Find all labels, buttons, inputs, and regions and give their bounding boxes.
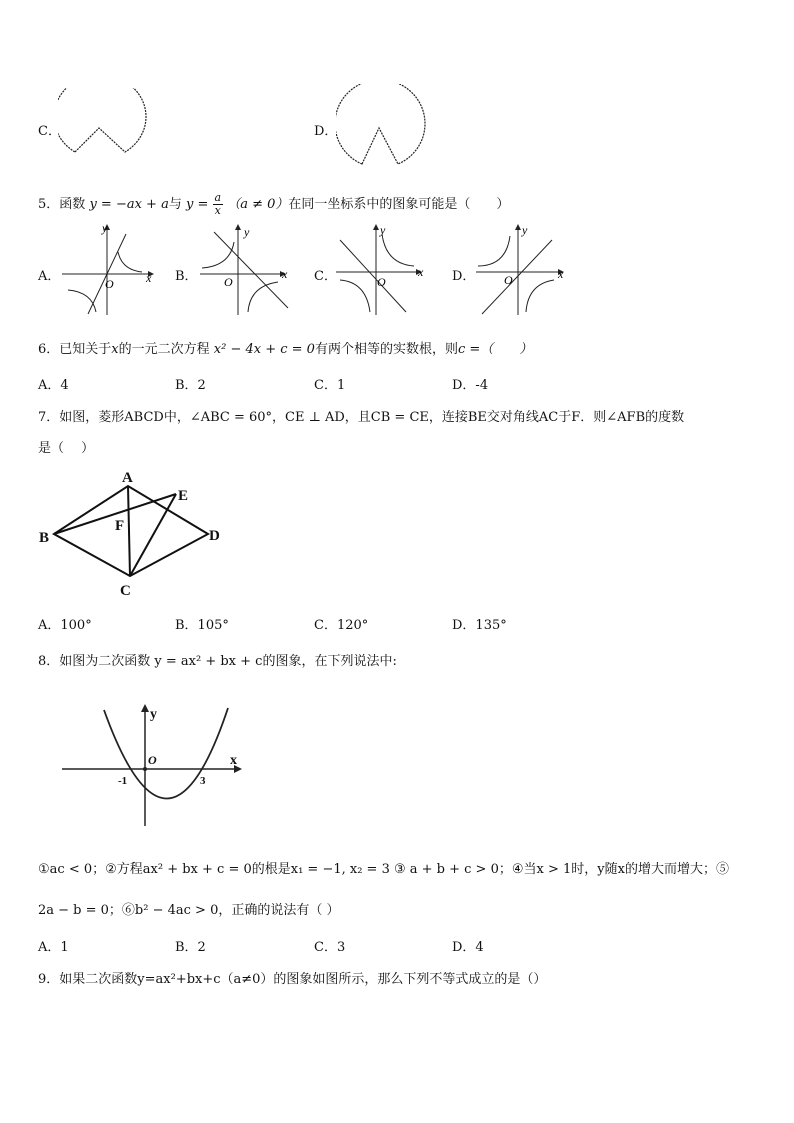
q8-option-a: A．1 [38, 940, 69, 955]
label-c: C [120, 583, 131, 599]
svg-text:O: O [504, 273, 513, 287]
q8-option-b: B．2 [175, 940, 206, 955]
q6-option-c: C．1 [314, 378, 346, 393]
svg-text:y: y [380, 223, 386, 237]
q7-option-d: D．135° [452, 618, 507, 633]
q7-option-b: B．105° [175, 618, 229, 633]
q5-option-d-label: D． [452, 269, 476, 284]
q8-option-c: C．3 [314, 940, 346, 955]
label-a: A [122, 470, 133, 486]
svg-text:y: y [522, 223, 528, 237]
q7-rhombus-figure [30, 466, 230, 600]
label-d: D [209, 528, 220, 544]
q7-stem-line2: 是（ ） [38, 441, 95, 456]
svg-text:x: x [230, 753, 237, 768]
q5-graph-d [474, 222, 574, 317]
svg-text:3: 3 [200, 775, 206, 787]
svg-text:y: y [244, 225, 250, 239]
q8-statements-line2: 2a − b = 0；⑥b² − 4ac > 0，正确的说法有（ ） [38, 903, 340, 918]
svg-text:x: x [146, 271, 152, 285]
q4-figure-d [336, 84, 436, 174]
q5-option-a-label: A． [38, 269, 61, 284]
svg-text:x: x [558, 267, 564, 281]
q6-stem: 6．已知关于x的一元二次方程 x² − 4x + c = 0有两个相等的实数根，则c =（ ） [38, 342, 533, 357]
q7-option-c: C．120° [314, 618, 369, 633]
q6-option-a: A．4 [38, 378, 69, 393]
q8-option-d: D．4 [452, 940, 484, 955]
svg-text:O: O [224, 275, 233, 289]
label-b: B [39, 530, 50, 546]
svg-text:y: y [102, 222, 108, 235]
q4-figure-c [58, 88, 158, 168]
svg-text:O: O [148, 753, 157, 767]
svg-text:-1: -1 [118, 775, 128, 787]
q5-graph-a [60, 222, 160, 317]
label-f: F [115, 518, 125, 534]
q5-stem: 5．函数 y = −ax + a与 y = $\frac{a}{x}$ （a ≠ 0）在同一坐标系中的图象可能是（ ） [38, 191, 510, 217]
q4-option-c-label: C． [38, 124, 61, 139]
svg-text:x: x [418, 265, 424, 279]
q9-stem: 9．如果二次函数y=ax²+bx+c（a≠0）的图象如图所示，那么下列不等式成立的是（） [38, 972, 547, 987]
q5-graph-b [198, 222, 298, 317]
q4-option-d-label: D． [314, 124, 338, 139]
svg-text:O: O [105, 277, 114, 291]
label-e: E [178, 488, 189, 504]
q6-option-b: B．2 [175, 378, 206, 393]
svg-text:x: x [282, 267, 288, 281]
q5-option-b-label: B． [175, 269, 198, 284]
q8-statements-line1: ①ac < 0；②方程ax² + bx + c = 0的根是x₁ = −1, x₂ = 3 ③ a + b + c > 0；④当x > 1时，y随x的增大而增大；⑤ [38, 862, 729, 877]
q6-option-d: D．-4 [452, 378, 489, 393]
q7-option-a: A．100° [38, 618, 92, 633]
q8-parabola-graph [58, 698, 248, 828]
q7-stem-line1: 7．如图，菱形ABCD中，∠ABC = 60°，CE ⊥ AD，且CB = CE，连接BE交对角线AC于F．则∠AFB的度数 [38, 410, 685, 425]
svg-text:y: y [150, 707, 157, 722]
q8-stem: 8．如图为二次函数 y = ax² + bx + c的图象，在下列说法中: [38, 654, 397, 669]
svg-text:O: O [377, 275, 386, 289]
q5-option-c-label: C． [314, 269, 337, 284]
q5-graph-c [334, 222, 434, 317]
